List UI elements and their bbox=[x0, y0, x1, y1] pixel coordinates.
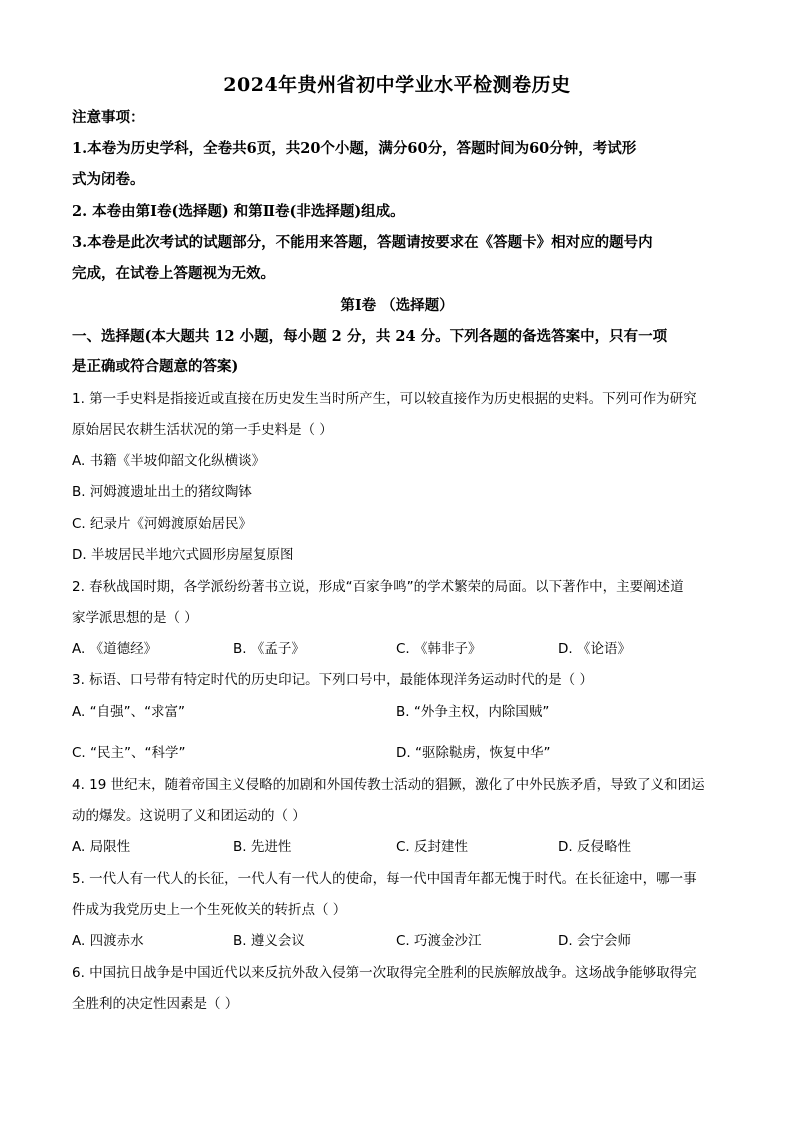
notice-item: 式为闭卷。 bbox=[72, 171, 145, 188]
question-1-stem: 1. 第一手史料是指接近或直接在历史发生当时所产生，可以较直接作为历史根据的史料。下列可作为研究 bbox=[72, 391, 697, 407]
question-3-option-a: A. “自强”、“求富” bbox=[72, 704, 186, 720]
question-4-stem: 动的爆发。这说明了义和团运动的（ ） bbox=[72, 808, 306, 824]
question-4-option-a: A. 局限性 bbox=[72, 839, 131, 855]
question-4-option-d: D. 反侵略性 bbox=[558, 839, 631, 855]
section-instruction: 一、选择题(本大题共 12 小题，每小题 2 分，共 24 分。下列各题的备选答案中，只有一项 bbox=[72, 328, 668, 345]
page-title: 2024年贵州省初中学业水平检测卷历史 bbox=[223, 74, 571, 96]
question-5-option-d: D. 会宁会师 bbox=[558, 933, 631, 949]
question-2-option-b: B. 《孟子》 bbox=[233, 641, 305, 657]
question-3-option-c: C. “民主”、“科学” bbox=[72, 745, 186, 761]
question-3-option-b: B. “外争主权，内除国贼” bbox=[396, 704, 550, 720]
question-2-option-c: C. 《韩非子》 bbox=[396, 641, 482, 657]
question-3-stem: 3. 标语、口号带有特定时代的历史印记。下列口号中，最能体现洋务运动时代的是（ ） bbox=[72, 672, 593, 688]
question-2-stem: 2. 春秋战国时期，各学派纷纷著书立说，形成“百家争鸣”的学术繁荣的局面。以下著作中，主要阐述道 bbox=[72, 579, 684, 595]
notice-item: 完成，在试卷上答题视为无效。 bbox=[72, 265, 275, 282]
notice-item: 1.本卷为历史学科，全卷共6页，共20个小题，满分60分，答题时间为60分钟，考试形 bbox=[72, 140, 637, 157]
question-2-option-a: A. 《道德经》 bbox=[72, 641, 158, 657]
question-1-option-b: B. 河姆渡遗址出土的猪纹陶钵 bbox=[72, 484, 252, 500]
question-4-option-c: C. 反封建性 bbox=[396, 839, 469, 855]
question-3-option-d: D. “驱除鞑虏，恢复中华” bbox=[396, 745, 551, 761]
question-1-option-a: A. 书籍《半坡仰韶文化纵横谈》 bbox=[72, 453, 266, 469]
question-1-option-c: C. 纪录片《河姆渡原始居民》 bbox=[72, 516, 253, 532]
question-4-stem: 4. 19 世纪末，随着帝国主义侵略的加剧和外国传教士活动的猖獗，激化了中外民族矛盾，导致了义和团运 bbox=[72, 777, 705, 793]
notice-item: 2. 本卷由第Ⅰ卷(选择题) 和第Ⅱ卷(非选择题)组成。 bbox=[72, 203, 405, 220]
section-instruction: 是正确或符合题意的答案) bbox=[72, 358, 239, 375]
question-5-option-a: A. 四渡赤水 bbox=[72, 933, 144, 949]
question-1-stem: 原始居民农耕生活状况的第一手史料是（ ） bbox=[72, 422, 333, 438]
question-2-stem: 家学派思想的是（ ） bbox=[72, 610, 198, 626]
question-5-option-b: B. 遵义会议 bbox=[233, 933, 305, 949]
notice-item: 3.本卷是此次考试的试题部分，不能用来答题，答题请按要求在《答题卡》相对应的题号内 bbox=[72, 234, 653, 251]
question-5-stem: 件成为我党历史上一个生死攸关的转折点（ ） bbox=[72, 902, 347, 918]
question-6-stem: 6. 中国抗日战争是中国近代以来反抗外敌入侵第一次取得完全胜利的民族解放战争。这场战争能够取得完 bbox=[72, 965, 697, 981]
question-4-option-b: B. 先进性 bbox=[233, 839, 292, 855]
question-2-option-d: D. 《论语》 bbox=[558, 641, 631, 657]
section-title: 第Ⅰ卷 （选择题） bbox=[340, 297, 454, 314]
question-5-option-c: C. 巧渡金沙江 bbox=[396, 933, 482, 949]
question-1-option-d: D. 半坡居民半地穴式圆形房屋复原图 bbox=[72, 547, 294, 563]
question-6-stem: 全胜利的决定性因素是（ ） bbox=[72, 996, 239, 1012]
question-5-stem: 5. 一代人有一代人的长征，一代人有一代人的使命，每一代中国青年都无愧于时代。在长征途中，哪一事 bbox=[72, 871, 697, 887]
notice-heading: 注意事项： bbox=[72, 109, 145, 126]
